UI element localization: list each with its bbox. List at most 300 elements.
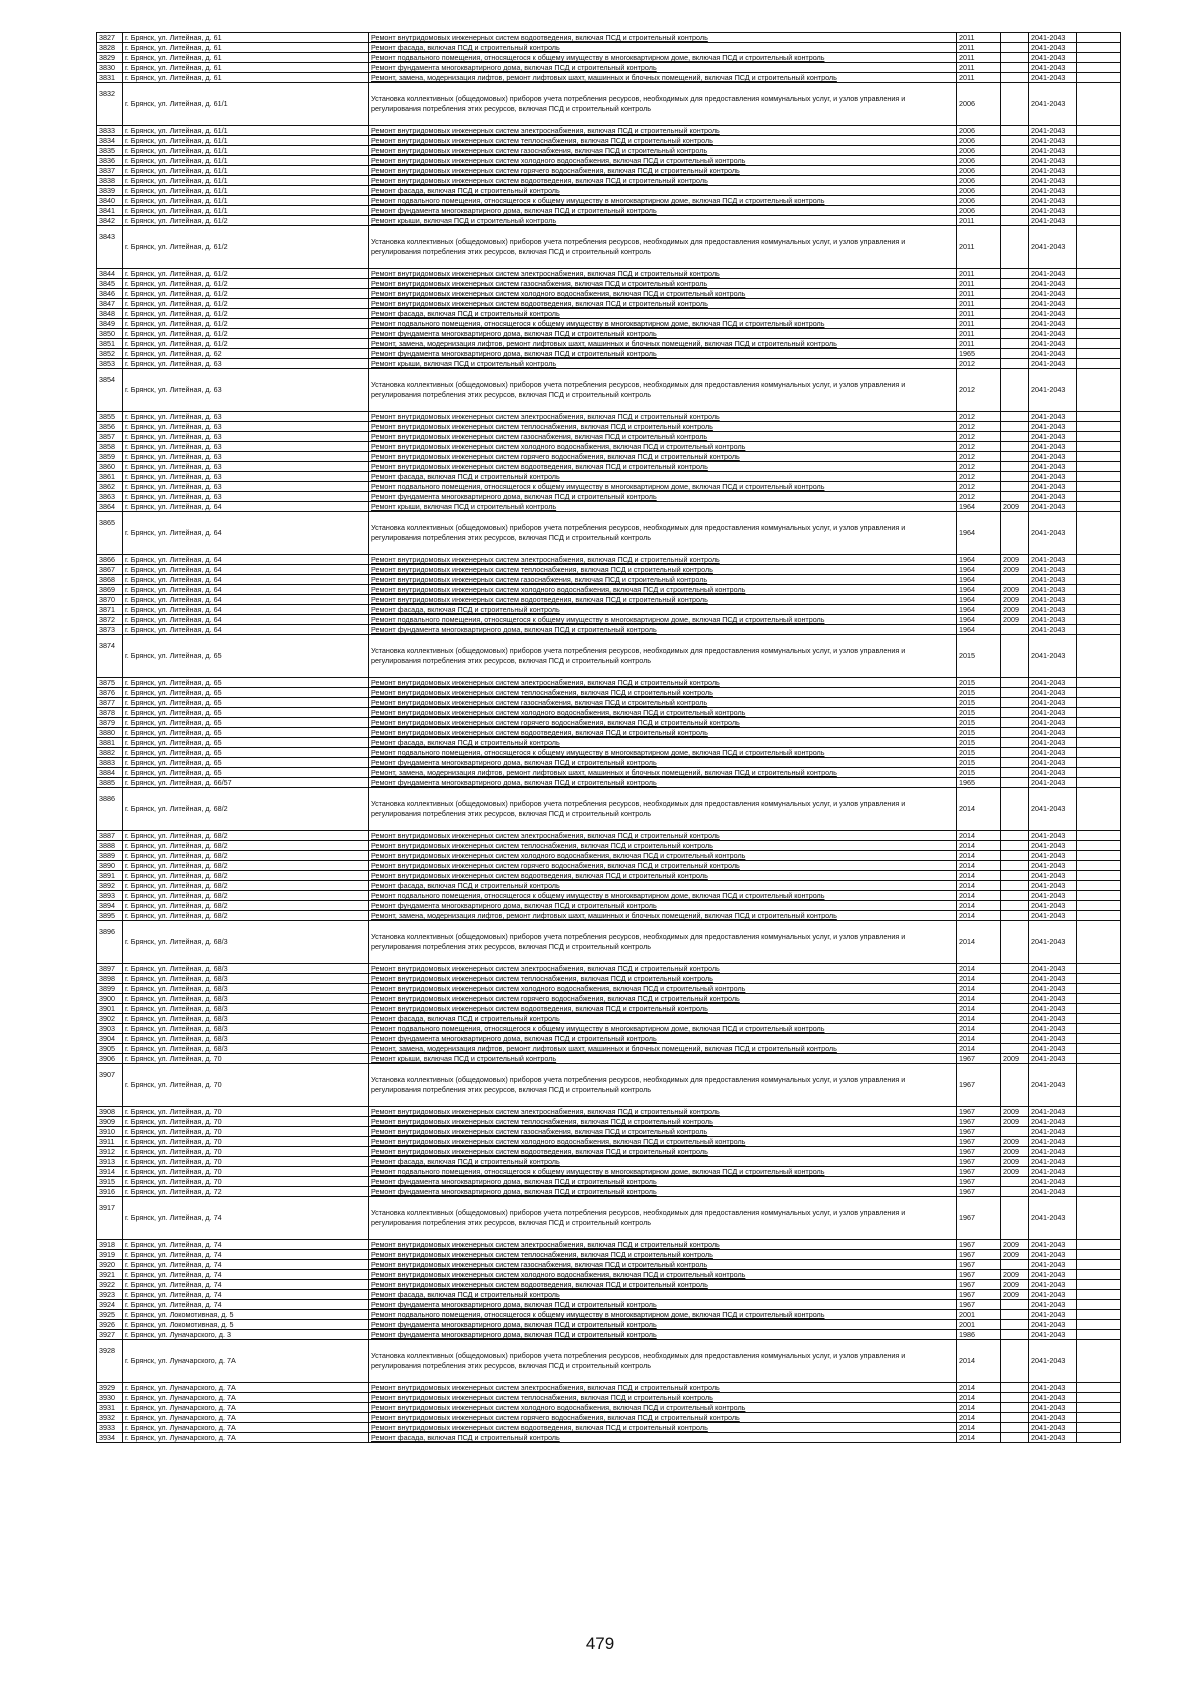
address-cell: г. Брянск, ул. Литейная, д. 68/2 xyxy=(123,871,369,881)
build-year-cell: 1967 xyxy=(957,1167,1001,1177)
work-type-cell: Ремонт внутридомовых инженерных систем водоотведения, включая ПСД и строительный контроль xyxy=(369,299,957,309)
work-type-cell: Ремонт внутридомовых инженерных систем теплоснабжения, включая ПСД и строительный контроль xyxy=(369,136,957,146)
empty-cell xyxy=(1077,778,1121,788)
planned-period-cell: 2041-2043 xyxy=(1029,1290,1077,1300)
planned-period-cell: 2041-2043 xyxy=(1029,964,1077,974)
row-number: 3854 xyxy=(97,369,123,412)
address-cell: г. Брянск, ул. Литейная, д. 64 xyxy=(123,555,369,565)
planned-period-cell: 2041-2043 xyxy=(1029,289,1077,299)
address-cell: г. Брянск, ул. Литейная, д. 63 xyxy=(123,412,369,422)
empty-cell xyxy=(1077,1147,1121,1157)
table-row xyxy=(97,442,1121,452)
planned-period-cell: 2041-2043 xyxy=(1029,891,1077,901)
row-number: 3828 xyxy=(97,43,123,53)
table-row xyxy=(97,432,1121,442)
build-year-cell: 1964 xyxy=(957,595,1001,605)
planned-period-cell: 2041-2043 xyxy=(1029,708,1077,718)
work-type-cell: Ремонт внутридомовых инженерных систем водоотведения, включая ПСД и строительный контроль xyxy=(369,1147,957,1157)
empty-cell xyxy=(1077,688,1121,698)
address-cell: г. Брянск, ул. Литейная, д. 61/2 xyxy=(123,289,369,299)
planned-period-cell: 2041-2043 xyxy=(1029,1167,1077,1177)
last-repair-year-cell xyxy=(1001,728,1029,738)
planned-period-cell: 2041-2043 xyxy=(1029,1383,1077,1393)
empty-cell xyxy=(1077,1240,1121,1250)
table-row xyxy=(97,1290,1121,1300)
row-number: 3871 xyxy=(97,605,123,615)
planned-period-cell: 2041-2043 xyxy=(1029,1054,1077,1064)
table-row xyxy=(97,1064,1121,1107)
work-type-cell: Установка коллективных (общедомовых) приборов учета потребления ресурсов, необходимых для предоставления коммунальных услуг, и узлов управления и регулирования потребления этих ресурсов, включая ПСД и строительный контроль xyxy=(369,788,957,831)
work-type-cell: Ремонт фундамента многоквартирного дома, включая ПСД и строительный контроль xyxy=(369,1034,957,1044)
table-row xyxy=(97,1393,1121,1403)
planned-period-cell: 2041-2043 xyxy=(1029,831,1077,841)
table-row xyxy=(97,1137,1121,1147)
build-year-cell: 1965 xyxy=(957,349,1001,359)
table-row xyxy=(97,768,1121,778)
row-number: 3875 xyxy=(97,678,123,688)
address-cell: г. Брянск, ул. Литейная, д. 74 xyxy=(123,1260,369,1270)
table-row xyxy=(97,555,1121,565)
build-year-cell: 2006 xyxy=(957,166,1001,176)
address-cell: г. Брянск, ул. Литейная, д. 63 xyxy=(123,472,369,482)
address-cell: г. Брянск, ул. Литейная, д. 65 xyxy=(123,635,369,678)
last-repair-year-cell xyxy=(1001,851,1029,861)
row-number: 3863 xyxy=(97,492,123,502)
empty-cell xyxy=(1077,994,1121,1004)
work-type-cell: Ремонт подвального помещения, относящегося к общему имуществу в многоквартирном доме, включая ПСД и строительный контроль xyxy=(369,891,957,901)
last-repair-year-cell xyxy=(1001,984,1029,994)
address-cell: г. Брянск, ул. Литейная, д. 70 xyxy=(123,1054,369,1064)
work-type-cell: Ремонт фундамента многоквартирного дома, включая ПСД и строительный контроль xyxy=(369,349,957,359)
empty-cell xyxy=(1077,136,1121,146)
address-cell: г. Брянск, ул. Луначарского, д. 7А xyxy=(123,1383,369,1393)
planned-period-cell: 2041-2043 xyxy=(1029,911,1077,921)
address-cell: г. Брянск, ул. Литейная, д. 61/2 xyxy=(123,269,369,279)
row-number: 3844 xyxy=(97,269,123,279)
document-sheet xyxy=(96,32,1120,1443)
planned-period-cell: 2041-2043 xyxy=(1029,176,1077,186)
address-cell: г. Брянск, ул. Литейная, д. 68/3 xyxy=(123,921,369,964)
table-row xyxy=(97,708,1121,718)
last-repair-year-cell xyxy=(1001,768,1029,778)
planned-period-cell: 2041-2043 xyxy=(1029,1187,1077,1197)
address-cell: г. Брянск, ул. Луначарского, д. 7А xyxy=(123,1423,369,1433)
build-year-cell: 2006 xyxy=(957,186,1001,196)
address-cell: г. Брянск, ул. Литейная, д. 68/2 xyxy=(123,831,369,841)
last-repair-year-cell xyxy=(1001,73,1029,83)
table-row xyxy=(97,1034,1121,1044)
row-number: 3934 xyxy=(97,1433,123,1443)
address-cell: г. Брянск, ул. Локомотивная, д. 5 xyxy=(123,1320,369,1330)
row-number: 3927 xyxy=(97,1330,123,1340)
planned-period-cell: 2041-2043 xyxy=(1029,226,1077,269)
last-repair-year-cell xyxy=(1001,226,1029,269)
empty-cell xyxy=(1077,635,1121,678)
work-type-cell: Ремонт внутридомовых инженерных систем теплоснабжения, включая ПСД и строительный контроль xyxy=(369,841,957,851)
planned-period-cell: 2041-2043 xyxy=(1029,53,1077,63)
build-year-cell: 1967 xyxy=(957,1147,1001,1157)
last-repair-year-cell: 2009 xyxy=(1001,1167,1029,1177)
build-year-cell: 2015 xyxy=(957,678,1001,688)
work-type-cell: Установка коллективных (общедомовых) приборов учета потребления ресурсов, необходимых для предоставления коммунальных услуг, и узлов управления и регулирования потребления этих ресурсов, включая ПСД и строительный контроль xyxy=(369,226,957,269)
empty-cell xyxy=(1077,309,1121,319)
work-type-cell: Ремонт внутридомовых инженерных систем холодного водоснабжения, включая ПСД и строительный контроль xyxy=(369,851,957,861)
address-cell: г. Брянск, ул. Литейная, д. 63 xyxy=(123,442,369,452)
address-cell: г. Брянск, ул. Литейная, д. 70 xyxy=(123,1167,369,1177)
row-number: 3856 xyxy=(97,422,123,432)
address-cell: г. Брянск, ул. Литейная, д. 70 xyxy=(123,1157,369,1167)
last-repair-year-cell xyxy=(1001,53,1029,63)
work-type-cell: Ремонт, замена, модернизация лифтов, ремонт лифтовых шахт, машинных и блочных помещений, включая ПСД и строительный контроль xyxy=(369,339,957,349)
last-repair-year-cell: 2009 xyxy=(1001,585,1029,595)
row-number: 3857 xyxy=(97,432,123,442)
empty-cell xyxy=(1077,625,1121,635)
work-type-cell: Ремонт внутридомовых инженерных систем теплоснабжения, включая ПСД и строительный контроль xyxy=(369,565,957,575)
build-year-cell: 2014 xyxy=(957,891,1001,901)
table-row xyxy=(97,1270,1121,1280)
work-type-cell: Установка коллективных (общедомовых) приборов учета потребления ресурсов, необходимых для предоставления коммунальных услуг, и узлов управления и регулирования потребления этих ресурсов, включая ПСД и строительный контроль xyxy=(369,83,957,126)
planned-period-cell: 2041-2043 xyxy=(1029,901,1077,911)
address-cell: г. Брянск, ул. Литейная, д. 61/2 xyxy=(123,329,369,339)
last-repair-year-cell xyxy=(1001,136,1029,146)
row-number: 3834 xyxy=(97,136,123,146)
planned-period-cell: 2041-2043 xyxy=(1029,1147,1077,1157)
address-cell: г. Брянск, ул. Литейная, д. 70 xyxy=(123,1177,369,1187)
planned-period-cell: 2041-2043 xyxy=(1029,575,1077,585)
row-number: 3895 xyxy=(97,911,123,921)
build-year-cell: 2014 xyxy=(957,921,1001,964)
planned-period-cell: 2041-2043 xyxy=(1029,492,1077,502)
table-row xyxy=(97,146,1121,156)
planned-period-cell: 2041-2043 xyxy=(1029,1270,1077,1280)
table-row xyxy=(97,575,1121,585)
address-cell: г. Брянск, ул. Литейная, д. 68/3 xyxy=(123,1004,369,1014)
work-type-cell: Ремонт внутридомовых инженерных систем электроснабжения, включая ПСД и строительный контроль xyxy=(369,1240,957,1250)
empty-cell xyxy=(1077,1320,1121,1330)
address-cell: г. Брянск, ул. Литейная, д. 74 xyxy=(123,1250,369,1260)
work-type-cell: Ремонт фундамента многоквартирного дома, включая ПСД и строительный контроль xyxy=(369,1187,957,1197)
work-type-cell: Ремонт внутридомовых инженерных систем водоотведения, включая ПСД и строительный контроль xyxy=(369,33,957,43)
empty-cell xyxy=(1077,73,1121,83)
planned-period-cell: 2041-2043 xyxy=(1029,1044,1077,1054)
address-cell: г. Брянск, ул. Литейная, д. 65 xyxy=(123,708,369,718)
last-repair-year-cell xyxy=(1001,462,1029,472)
empty-cell xyxy=(1077,196,1121,206)
empty-cell xyxy=(1077,299,1121,309)
row-number: 3832 xyxy=(97,83,123,126)
empty-cell xyxy=(1077,768,1121,778)
address-cell: г. Брянск, ул. Литейная, д. 68/2 xyxy=(123,788,369,831)
last-repair-year-cell xyxy=(1001,432,1029,442)
row-number: 3929 xyxy=(97,1383,123,1393)
planned-period-cell: 2041-2043 xyxy=(1029,881,1077,891)
table-row xyxy=(97,1250,1121,1260)
work-type-cell: Установка коллективных (общедомовых) приборов учета потребления ресурсов, необходимых для предоставления коммунальных услуг, и узлов управления и регулирования потребления этих ресурсов, включая ПСД и строительный контроль xyxy=(369,1197,957,1240)
address-cell: г. Брянск, ул. Литейная, д. 65 xyxy=(123,758,369,768)
work-type-cell: Ремонт внутридомовых инженерных систем электроснабжения, включая ПСД и строительный контроль xyxy=(369,555,957,565)
row-number: 3833 xyxy=(97,126,123,136)
row-number: 3928 xyxy=(97,1340,123,1383)
row-number: 3880 xyxy=(97,728,123,738)
build-year-cell: 2011 xyxy=(957,33,1001,43)
planned-period-cell: 2041-2043 xyxy=(1029,1403,1077,1413)
empty-cell xyxy=(1077,1260,1121,1270)
work-type-cell: Ремонт внутридомовых инженерных систем электроснабжения, включая ПСД и строительный контроль xyxy=(369,412,957,422)
empty-cell xyxy=(1077,1290,1121,1300)
work-type-cell: Ремонт подвального помещения, относящегося к общему имуществу в многоквартирном доме, включая ПСД и строительный контроль xyxy=(369,1167,957,1177)
build-year-cell: 2012 xyxy=(957,462,1001,472)
last-repair-year-cell xyxy=(1001,901,1029,911)
planned-period-cell: 2041-2043 xyxy=(1029,861,1077,871)
work-type-cell: Ремонт фундамента многоквартирного дома, включая ПСД и строительный контроль xyxy=(369,492,957,502)
address-cell: г. Брянск, ул. Литейная, д. 68/3 xyxy=(123,1014,369,1024)
planned-period-cell: 2041-2043 xyxy=(1029,565,1077,575)
last-repair-year-cell xyxy=(1001,319,1029,329)
planned-period-cell: 2041-2043 xyxy=(1029,1197,1077,1240)
build-year-cell: 2015 xyxy=(957,758,1001,768)
build-year-cell: 2014 xyxy=(957,984,1001,994)
work-type-cell: Ремонт фасада, включая ПСД и строительный контроль xyxy=(369,881,957,891)
last-repair-year-cell: 2009 xyxy=(1001,565,1029,575)
planned-period-cell: 2041-2043 xyxy=(1029,921,1077,964)
empty-cell xyxy=(1077,708,1121,718)
row-number: 3835 xyxy=(97,146,123,156)
last-repair-year-cell xyxy=(1001,974,1029,984)
work-type-cell: Ремонт внутридомовых инженерных систем холодного водоснабжения, включая ПСД и строительный контроль xyxy=(369,156,957,166)
empty-cell xyxy=(1077,1137,1121,1147)
last-repair-year-cell xyxy=(1001,698,1029,708)
last-repair-year-cell xyxy=(1001,891,1029,901)
table-row xyxy=(97,635,1121,678)
work-type-cell: Ремонт, замена, модернизация лифтов, ремонт лифтовых шахт, машинных и блочных помещений, включая ПСД и строительный контроль xyxy=(369,73,957,83)
last-repair-year-cell xyxy=(1001,83,1029,126)
work-type-cell: Ремонт внутридомовых инженерных систем газоснабжения, включая ПСД и строительный контроль xyxy=(369,698,957,708)
work-type-cell: Ремонт внутридомовых инженерных систем газоснабжения, включая ПСД и строительный контроль xyxy=(369,146,957,156)
work-type-cell: Ремонт внутридомовых инженерных систем электроснабжения, включая ПСД и строительный контроль xyxy=(369,964,957,974)
planned-period-cell: 2041-2043 xyxy=(1029,206,1077,216)
planned-period-cell: 2041-2043 xyxy=(1029,678,1077,688)
address-cell: г. Брянск, ул. Литейная, д. 65 xyxy=(123,768,369,778)
work-type-cell: Ремонт внутридомовых инженерных систем горячего водоснабжения, включая ПСД и строительный контроль xyxy=(369,166,957,176)
empty-cell xyxy=(1077,166,1121,176)
last-repair-year-cell: 2009 xyxy=(1001,1147,1029,1157)
address-cell: г. Брянск, ул. Литейная, д. 68/3 xyxy=(123,964,369,974)
planned-period-cell: 2041-2043 xyxy=(1029,841,1077,851)
address-cell: г. Брянск, ул. Литейная, д. 68/2 xyxy=(123,911,369,921)
build-year-cell: 2001 xyxy=(957,1320,1001,1330)
address-cell: г. Брянск, ул. Литейная, д. 68/2 xyxy=(123,901,369,911)
work-type-cell: Ремонт внутридомовых инженерных систем теплоснабжения, включая ПСД и строительный контроль xyxy=(369,688,957,698)
empty-cell xyxy=(1077,1177,1121,1187)
build-year-cell: 2014 xyxy=(957,1004,1001,1014)
planned-period-cell: 2041-2043 xyxy=(1029,1340,1077,1383)
row-number: 3829 xyxy=(97,53,123,63)
empty-cell xyxy=(1077,1117,1121,1127)
work-type-cell: Ремонт внутридомовых инженерных систем холодного водоснабжения, включая ПСД и строительный контроль xyxy=(369,289,957,299)
empty-cell xyxy=(1077,1330,1121,1340)
last-repair-year-cell xyxy=(1001,442,1029,452)
work-type-cell: Ремонт подвального помещения, относящегося к общему имуществу в многоквартирном доме, включая ПСД и строительный контроль xyxy=(369,1024,957,1034)
last-repair-year-cell xyxy=(1001,575,1029,585)
table-row xyxy=(97,53,1121,63)
address-cell: г. Брянск, ул. Литейная, д. 61/2 xyxy=(123,279,369,289)
planned-period-cell: 2041-2043 xyxy=(1029,1177,1077,1187)
build-year-cell: 2015 xyxy=(957,748,1001,758)
row-number: 3902 xyxy=(97,1014,123,1024)
row-number: 3926 xyxy=(97,1320,123,1330)
row-number: 3888 xyxy=(97,841,123,851)
address-cell: г. Брянск, ул. Литейная, д. 64 xyxy=(123,585,369,595)
address-cell: г. Брянск, ул. Литейная, д. 72 xyxy=(123,1187,369,1197)
work-type-cell: Ремонт, замена, модернизация лифтов, ремонт лифтовых шахт, машинных и блочных помещений, включая ПСД и строительный контроль xyxy=(369,768,957,778)
empty-cell xyxy=(1077,921,1121,964)
last-repair-year-cell xyxy=(1001,1197,1029,1240)
planned-period-cell: 2041-2043 xyxy=(1029,512,1077,555)
table-row xyxy=(97,309,1121,319)
row-number: 3849 xyxy=(97,319,123,329)
last-repair-year-cell xyxy=(1001,1383,1029,1393)
row-number: 3845 xyxy=(97,279,123,289)
planned-period-cell: 2041-2043 xyxy=(1029,758,1077,768)
build-year-cell: 1964 xyxy=(957,512,1001,555)
row-number: 3882 xyxy=(97,748,123,758)
address-cell: г. Брянск, ул. Литейная, д. 64 xyxy=(123,512,369,555)
empty-cell xyxy=(1077,53,1121,63)
build-year-cell: 2014 xyxy=(957,1393,1001,1403)
build-year-cell: 1967 xyxy=(957,1290,1001,1300)
row-number: 3838 xyxy=(97,176,123,186)
row-number: 3885 xyxy=(97,778,123,788)
empty-cell xyxy=(1077,1167,1121,1177)
empty-cell xyxy=(1077,186,1121,196)
empty-cell xyxy=(1077,901,1121,911)
table-row xyxy=(97,472,1121,482)
planned-period-cell: 2041-2043 xyxy=(1029,974,1077,984)
table-row xyxy=(97,176,1121,186)
table-row xyxy=(97,196,1121,206)
planned-period-cell: 2041-2043 xyxy=(1029,625,1077,635)
empty-cell xyxy=(1077,1270,1121,1280)
table-row xyxy=(97,492,1121,502)
page-number: 479 xyxy=(585,1634,615,1653)
empty-cell xyxy=(1077,758,1121,768)
planned-period-cell: 2041-2043 xyxy=(1029,768,1077,778)
planned-period-cell: 2041-2043 xyxy=(1029,1034,1077,1044)
build-year-cell: 2014 xyxy=(957,1024,1001,1034)
row-number: 3909 xyxy=(97,1117,123,1127)
planned-period-cell: 2041-2043 xyxy=(1029,718,1077,728)
work-type-cell: Ремонт фундамента многоквартирного дома, включая ПСД и строительный контроль xyxy=(369,778,957,788)
build-year-cell: 2014 xyxy=(957,861,1001,871)
build-year-cell: 2014 xyxy=(957,994,1001,1004)
table-row xyxy=(97,1310,1121,1320)
empty-cell xyxy=(1077,1310,1121,1320)
planned-period-cell: 2041-2043 xyxy=(1029,422,1077,432)
planned-period-cell: 2041-2043 xyxy=(1029,1320,1077,1330)
empty-cell xyxy=(1077,269,1121,279)
table-row xyxy=(97,921,1121,964)
work-type-cell: Ремонт крыши, включая ПСД и строительный контроль xyxy=(369,359,957,369)
build-year-cell: 2012 xyxy=(957,482,1001,492)
work-type-cell: Ремонт фундамента многоквартирного дома, включая ПСД и строительный контроль xyxy=(369,1300,957,1310)
address-cell: г. Брянск, ул. Литейная, д. 68/3 xyxy=(123,1034,369,1044)
last-repair-year-cell xyxy=(1001,339,1029,349)
row-number: 3860 xyxy=(97,462,123,472)
address-cell: г. Брянск, ул. Литейная, д. 63 xyxy=(123,432,369,442)
table-row xyxy=(97,1383,1121,1393)
build-year-cell: 2014 xyxy=(957,1413,1001,1423)
planned-period-cell: 2041-2043 xyxy=(1029,595,1077,605)
row-number: 3933 xyxy=(97,1423,123,1433)
table-row xyxy=(97,1197,1121,1240)
build-year-cell: 1967 xyxy=(957,1270,1001,1280)
empty-cell xyxy=(1077,1064,1121,1107)
work-type-cell: Ремонт внутридомовых инженерных систем водоотведения, включая ПСД и строительный контроль xyxy=(369,1280,957,1290)
row-number: 3870 xyxy=(97,595,123,605)
last-repair-year-cell xyxy=(1001,186,1029,196)
work-type-cell: Ремонт фасада, включая ПСД и строительный контроль xyxy=(369,738,957,748)
empty-cell xyxy=(1077,575,1121,585)
work-type-cell: Ремонт внутридомовых инженерных систем холодного водоснабжения, включая ПСД и строительный контроль xyxy=(369,708,957,718)
empty-cell xyxy=(1077,1403,1121,1413)
planned-period-cell: 2041-2043 xyxy=(1029,186,1077,196)
work-type-cell: Ремонт фундамента многоквартирного дома, включая ПСД и строительный контроль xyxy=(369,206,957,216)
address-cell: г. Брянск, ул. Луначарского, д. 7А xyxy=(123,1413,369,1423)
build-year-cell: 2012 xyxy=(957,492,1001,502)
address-cell: г. Брянск, ул. Литейная, д. 65 xyxy=(123,718,369,728)
address-cell: г. Брянск, ул. Литейная, д. 68/3 xyxy=(123,1024,369,1034)
table-row xyxy=(97,1167,1121,1177)
empty-cell xyxy=(1077,1433,1121,1443)
empty-cell xyxy=(1077,1044,1121,1054)
row-number: 3881 xyxy=(97,738,123,748)
empty-cell xyxy=(1077,1383,1121,1393)
build-year-cell: 2012 xyxy=(957,442,1001,452)
last-repair-year-cell xyxy=(1001,788,1029,831)
planned-period-cell: 2041-2043 xyxy=(1029,1413,1077,1423)
table-row xyxy=(97,615,1121,625)
empty-cell xyxy=(1077,412,1121,422)
address-cell: г. Брянск, ул. Литейная, д. 62 xyxy=(123,349,369,359)
work-type-cell: Ремонт подвального помещения, относящегося к общему имуществу в многоквартирном доме, включая ПСД и строительный контроль xyxy=(369,196,957,206)
row-number: 3911 xyxy=(97,1137,123,1147)
address-cell: г. Брянск, ул. Литейная, д. 61/2 xyxy=(123,216,369,226)
row-number: 3925 xyxy=(97,1310,123,1320)
build-year-cell: 2014 xyxy=(957,1340,1001,1383)
last-repair-year-cell xyxy=(1001,176,1029,186)
address-cell: г. Брянск, ул. Литейная, д. 65 xyxy=(123,728,369,738)
build-year-cell: 2012 xyxy=(957,472,1001,482)
planned-period-cell: 2041-2043 xyxy=(1029,369,1077,412)
table-row xyxy=(97,1157,1121,1167)
work-type-cell: Ремонт внутридомовых инженерных систем холодного водоснабжения, включая ПСД и строительный контроль xyxy=(369,585,957,595)
address-cell: г. Брянск, ул. Литейная, д. 74 xyxy=(123,1270,369,1280)
build-year-cell: 2011 xyxy=(957,43,1001,53)
table-row xyxy=(97,728,1121,738)
planned-period-cell: 2041-2043 xyxy=(1029,452,1077,462)
last-repair-year-cell xyxy=(1001,1320,1029,1330)
work-type-cell: Ремонт внутридомовых инженерных систем электроснабжения, включая ПСД и строительный контроль xyxy=(369,1107,957,1117)
build-year-cell: 2011 xyxy=(957,226,1001,269)
build-year-cell: 2011 xyxy=(957,269,1001,279)
planned-period-cell: 2041-2043 xyxy=(1029,279,1077,289)
last-repair-year-cell xyxy=(1001,1004,1029,1014)
table-row xyxy=(97,881,1121,891)
row-number: 3827 xyxy=(97,33,123,43)
planned-period-cell: 2041-2043 xyxy=(1029,196,1077,206)
last-repair-year-cell: 2009 xyxy=(1001,1250,1029,1260)
row-number: 3907 xyxy=(97,1064,123,1107)
